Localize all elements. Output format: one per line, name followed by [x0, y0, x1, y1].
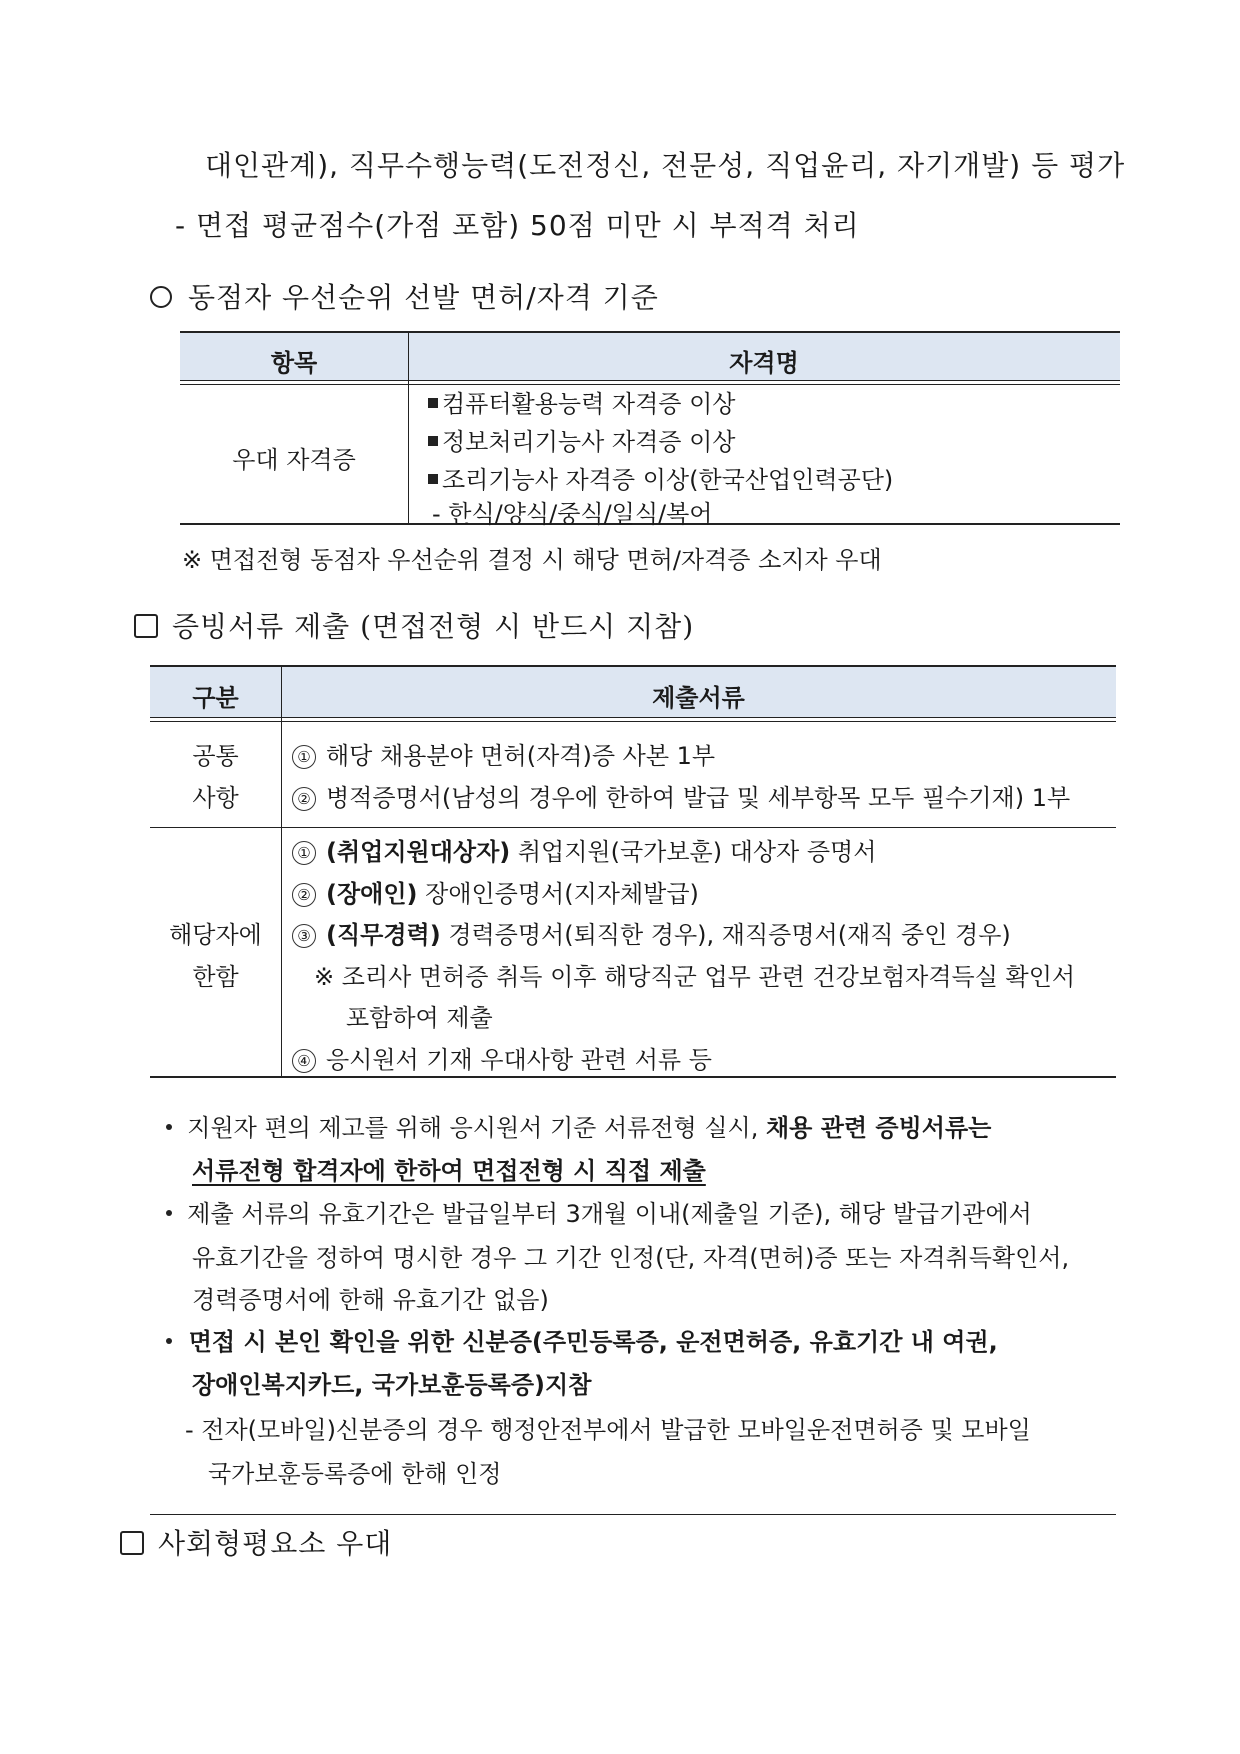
dot-bullet-icon	[166, 1124, 172, 1130]
bullet-2-line-3: 경력증명서에 한해 유효기간 없음)	[192, 1286, 549, 1314]
tiebreak-item-text: 컴퓨터활용능력 자격증 이상	[442, 390, 736, 418]
bullet-2-line-2: 유효기간을 정하여 명시한 경우 그 기간 인정(단, 자격(면허)증 또는 자격취득확인서,	[192, 1244, 1070, 1272]
docs-header-divider-a	[150, 717, 1116, 718]
square-bullet-icon	[134, 614, 158, 638]
number-badge: ④	[292, 1049, 316, 1073]
career-note-2: 포함하여 제출	[346, 1004, 493, 1032]
number-badge: ①	[292, 841, 316, 865]
tiebreak-row-label: 우대 자격증	[232, 446, 356, 474]
bullet-1-line-2: 서류전형 합격자에 한하여 면접전형 시 직접 제출	[192, 1157, 706, 1185]
bullet-1-bold: 채용 관련 증빙서류는	[765, 1114, 992, 1142]
tiebreak-item	[428, 384, 735, 419]
docs-col1-header: 구분	[192, 684, 239, 712]
bullet-3	[166, 1322, 998, 1357]
number-badge: ①	[292, 745, 316, 769]
tiebreak-heading	[150, 276, 659, 316]
square-bullet-icon	[120, 1531, 144, 1555]
applicable-item-text: 경력증명서(퇴직한 경우), 재직증명서(재직 중인 경우)	[440, 921, 1011, 949]
tiebreak-note: ※ 면접전형 동점자 우선순위 결정 시 해당 면허/자격증 소지자 우대	[182, 546, 882, 574]
tiebreak-item-text: 정보처리기능사 자격증 이상	[442, 428, 736, 456]
applicable-item-text: 취업지원(국가보훈) 대상자 증명서	[510, 838, 877, 866]
number-badge: ②	[292, 787, 316, 811]
number-badge: ③	[292, 924, 316, 948]
common-item-text: 병적증명서(남성의 경우에 한하여 발급 및 세부항목 모두 필수기재) 1부	[326, 784, 1071, 812]
bullet-2	[166, 1194, 1032, 1229]
applicable-item-4	[292, 1040, 712, 1075]
tiebreak-sub-item: - 한식/양식/중식/일식/복어	[432, 500, 713, 528]
docs-col-divider	[281, 667, 282, 1076]
tiebreak-item-text: 조리기능사 자격증 이상(한국산업인력공단)	[442, 466, 894, 494]
bullet-3-text: 면접 시 본인 확인을 위한 신분증(주민등록증, 운전면허증, 유효기간 내 여권,	[188, 1328, 998, 1356]
common-item	[292, 736, 715, 771]
dot-bullet-icon	[166, 1210, 172, 1216]
bullet-1-text: 지원자 편의 제고를 위해 응시원서 기준 서류전형 실시,	[187, 1114, 759, 1142]
docs-heading	[134, 605, 694, 645]
bullet-1	[166, 1108, 991, 1143]
dot-bullet-icon	[166, 1338, 172, 1344]
intro-line-2: - 면접 평균점수(가점 포함) 50점 미만 시 부적격 처리	[175, 209, 860, 242]
tiebreak-top-border	[180, 331, 1120, 333]
intro-line-1: 대인관계), 직무수행능력(도전정신, 전문성, 직업윤리, 자기개발) 등 평가	[205, 149, 1126, 182]
docs-col2-header: 제출서류	[652, 684, 745, 712]
docs-heading-text: 증빙서류 제출 (면접전형 시 반드시 지참)	[172, 610, 695, 643]
applicable-item-text: 장애인증명서(지자체발급)	[417, 880, 699, 908]
career-note-1: ※ 조리사 면허증 취득 이후 해당직군 업무 관련 건강보험자격득실 확인서	[314, 963, 1076, 991]
applicable-item-title: (직무경력)	[326, 921, 441, 949]
circle-bullet-icon	[150, 286, 172, 308]
common-label-2: 사항	[192, 784, 239, 812]
docs-header-divider-b	[150, 721, 1116, 722]
bullet-3-sub-2: 국가보훈등록증에 한해 인정	[208, 1460, 502, 1488]
square-bullet-icon	[428, 398, 438, 408]
applicable-item-title: (장애인)	[326, 880, 418, 908]
bullet-3-line-2: 장애인복지카드, 국가보훈등록증)지참	[192, 1371, 592, 1399]
applicable-label-2: 한함	[192, 963, 239, 991]
social-heading	[120, 1522, 392, 1562]
applicable-item	[292, 832, 876, 867]
tiebreak-col1-header: 항목	[270, 349, 318, 377]
docs-top-border	[150, 665, 1116, 667]
docs-row-divider	[150, 827, 1116, 828]
applicable-item	[292, 874, 699, 909]
section-separator	[150, 1514, 1116, 1515]
common-item-text: 해당 채용분야 면허(자격)증 사본 1부	[326, 742, 716, 770]
tiebreak-item	[428, 460, 893, 495]
number-badge: ②	[292, 883, 316, 907]
square-bullet-icon	[428, 474, 438, 484]
common-label-1: 공통	[192, 742, 239, 770]
tiebreak-header-divider-a	[180, 380, 1120, 381]
social-heading-text: 사회형평요소 우대	[158, 1527, 393, 1560]
applicable-label-1: 해당자에	[169, 921, 262, 949]
applicable-item-title: (취업지원대상자)	[326, 838, 511, 866]
tiebreak-heading-text: 동점자 우선순위 선발 면허/자격 기준	[188, 281, 659, 314]
bullet-3-sub-1: - 전자(모바일)신분증의 경우 행정안전부에서 발급한 모바일운전면허증 및 모바일	[185, 1416, 1031, 1444]
docs-bottom-border	[150, 1076, 1116, 1078]
applicable-item-text: 응시원서 기재 우대사항 관련 서류 등	[326, 1046, 712, 1074]
square-bullet-icon	[428, 436, 438, 446]
tiebreak-col2-header: 자격명	[729, 349, 799, 377]
applicable-item	[292, 915, 1011, 950]
bullet-2-text: 제출 서류의 유효기간은 발급일부터 3개월 이내(제출일 기준), 해당 발급기관에서	[187, 1200, 1032, 1228]
tiebreak-item	[428, 422, 735, 457]
common-item	[292, 778, 1070, 813]
